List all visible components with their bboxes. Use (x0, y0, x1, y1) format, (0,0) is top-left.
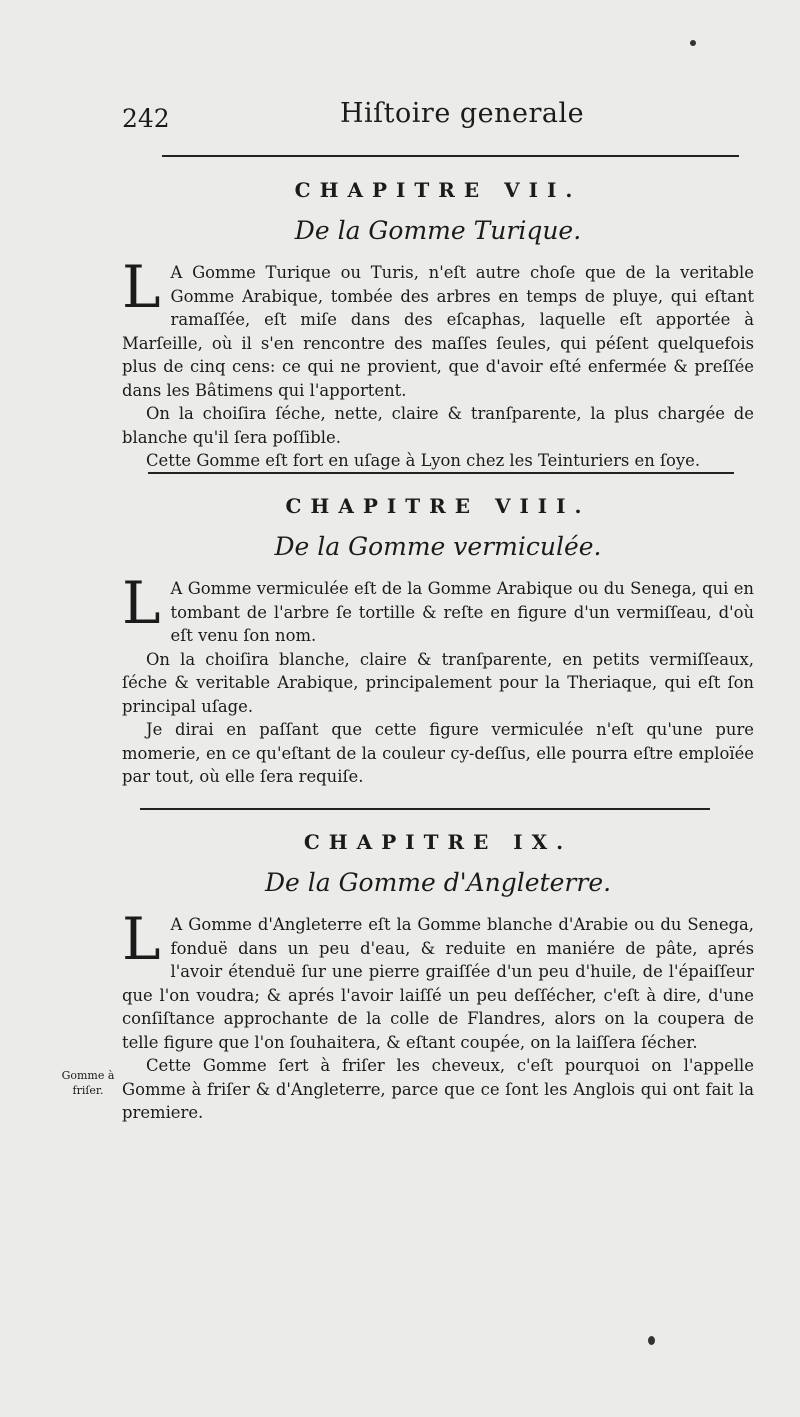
chapter-title: De la Gomme d'Angleterre. (264, 868, 612, 897)
page-number: 242 (122, 104, 170, 133)
chapter-heading: CHAPITRE VIII. (285, 494, 591, 518)
header-rule (162, 155, 739, 157)
chapter-8 (122, 494, 754, 789)
paragraph: Je dirai en paſſant que cette figure vermiculée n'eſt qu'une pure momerie, en ce qu'eſtant de la couleur cy-deſſus, elle pourra eſtre emploïée par tout, où elle ſera requiſe. (122, 720, 754, 786)
paragraph (122, 569, 754, 648)
chapter-divider-rule (140, 808, 710, 810)
page-header (122, 98, 752, 138)
paragraph: Cette Gomme ſert à friſer les cheveux, c'eſt pourquoi on l'appelle Gomme à friſer & d'Angleterre, parce que ce ſont les Anglois qui ont fait la premiere. (122, 1056, 754, 1122)
drop-cap: L (122, 569, 161, 637)
chapter-9 (122, 830, 754, 1125)
paragraph: Cette Gomme eſt fort en uſage à Lyon chez les Teinturiers en ſoye. (146, 451, 701, 470)
ink-speck (690, 40, 696, 46)
paragraph-text: A Gomme vermiculée eſt de la Gomme Arabique ou du Senega, qui en tombant de l'arbre ſe tortille & reſte en figure d'un vermiſſeau, d'où eſt venu ſon nom. (170, 579, 754, 645)
paragraph (122, 253, 754, 402)
ink-speck (648, 1336, 655, 1345)
paragraph (122, 905, 754, 1054)
paragraph: On la choiſira ſéche, nette, claire & tranſparente, la plus chargée de blanche qu'il ſera poſſible. (122, 404, 754, 447)
drop-cap: L (122, 905, 161, 973)
paragraph: On la choiſira blanche, claire & tranſparente, en petits vermiſſeaux, ſéche & veritable Arabique, principalement pour la Theriaque, qui eſt ſon principal uſage. (122, 649, 754, 716)
chapter-title: De la Gomme vermiculée. (274, 532, 602, 561)
margin-note: Gomme à friſer. (61, 1069, 115, 1097)
chapter-heading: CHAPITRE IX. (303, 830, 573, 854)
chapter-title: De la Gomme Turique. (294, 216, 582, 245)
running-title: Hiſtoire generale (340, 98, 585, 129)
paragraph-text: A Gomme Turique ou Turis, n'eſt autre choſe que de la veritable Gomme Arabique, tombée des arbres en temps de pluye, qui eſtant ramaſſée, eſt miſe dans des eſcaphas, laquelle eſt apportée à Marſeille, où il s'en rencontre des maſſes ſeules, qui péſent quelquefois plus de cinq cens: ce qui ne provient, que d'avoir eſté enfermée & preſſée dans les Bâtimens qui l'apportent. (122, 263, 754, 400)
paragraph-text: A Gomme d'Angleterre eſt la Gomme blanche d'Arabie ou du Senega, fonduë dans un peu d'eau, & reduite en maniére de pâte, aprés l'avoir étenduë ſur une pierre graiſſée d'un peu d'huile, de l'épaiſſeur que l'on voudra; & aprés l'avoir laiſſé un peu deſſécher, c'eſt à dire, d'une conſiſtance approchante de la colle de Flandres, alors on la coupera de telle figure que l'on ſouhaitera, & eſtant coupée, on la laiſſera ſécher. (122, 915, 754, 1052)
chapter-7 (122, 178, 754, 473)
drop-cap: L (122, 253, 161, 321)
chapter-heading: CHAPITRE VII. (294, 178, 582, 202)
